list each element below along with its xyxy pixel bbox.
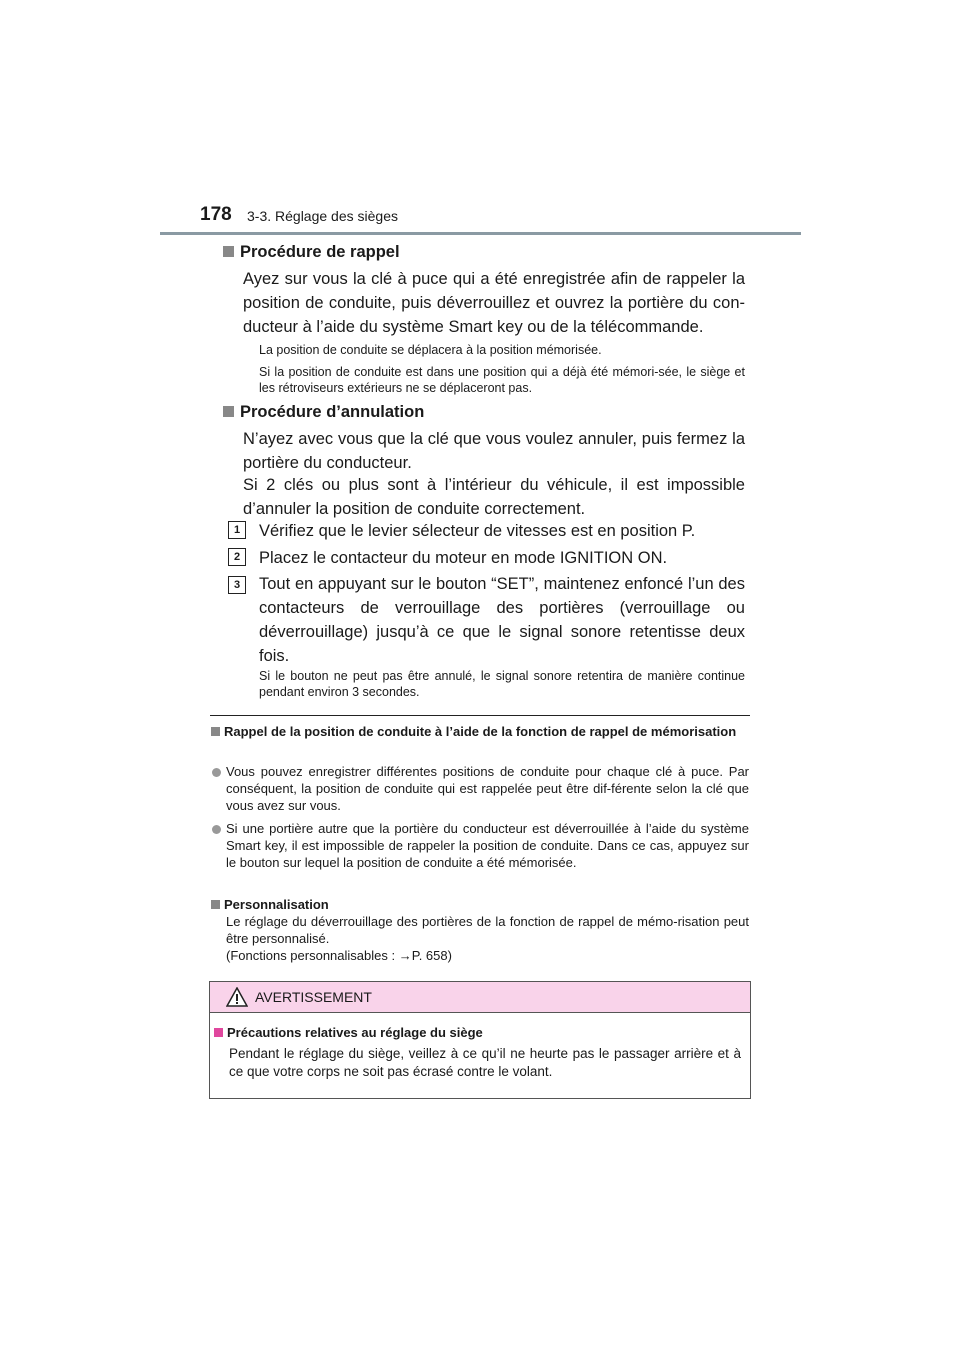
warning-header	[210, 982, 750, 1013]
memory-recall-bullet-1: Vous pouvez enregistrer différentes positions de conduite pour chaque clé à puce. Par conséquent, la position de conduite qui est rappelée peut être dif-férente selon la clé que vous avez sur vous.	[226, 764, 749, 813]
warning-heading-text: Précautions relatives au réglage du siège	[227, 1025, 483, 1040]
square-bullet-icon	[211, 727, 220, 736]
warning-body: Pendant le réglage du siège, veillez à ce qu’il ne heurte pas le passager arrière et à ce que votre corps ne soit pas écrasé contre le volant.	[229, 1046, 741, 1079]
step-number-1: 1	[228, 521, 246, 539]
warning-heading	[214, 1024, 744, 1041]
recall-heading-text: Procédure de rappel	[240, 243, 400, 261]
warning-box	[209, 981, 751, 1099]
step-number-2: 2	[228, 548, 246, 566]
recall-body: Ayez sur vous la clé à puce qui a été enregistrée afin de rappeler la position de conduite, puis déverrouillez et ouvrez la portière du con-ducteur à l’aide du système Smart key ou de la télécommande.	[243, 270, 745, 336]
circle-bullet-icon	[212, 825, 221, 834]
recall-note-2: Si la position de conduite est dans une position qui a déjà été mémori-sée, le siège et les rétroviseurs extérieurs ne se déplaceront pas.	[259, 365, 745, 395]
circle-bullet-icon	[212, 768, 221, 777]
cancel-note: Si le bouton ne peut pas être annulé, le signal sonore retentira de manière continue pendant environ 3 secondes.	[259, 669, 745, 699]
cancel-heading-text: Procédure d’annulation	[240, 403, 425, 421]
step-2-text: Placez le contacteur du moteur en mode IGNITION ON.	[259, 549, 668, 567]
cancel-body-1: N’ayez avec vous que la clé que vous voulez annuler, puis fermez la portière du conducteur.	[243, 430, 745, 472]
section-divider	[210, 715, 750, 716]
page-number: 178	[200, 204, 232, 225]
recall-heading	[223, 243, 400, 262]
personalization-body-2: (Fonctions personnalisables : →P. 658)	[226, 948, 452, 963]
square-bullet-icon	[223, 406, 234, 417]
warning-triangle-icon	[226, 987, 248, 1007]
personalization-heading-text: Personnalisation	[224, 897, 329, 912]
section-title: 3-3. Réglage des sièges	[247, 208, 398, 224]
step-number-3: 3	[228, 576, 246, 594]
square-bullet-icon	[211, 900, 220, 909]
header-rule	[160, 232, 801, 235]
cancel-body-2: Si 2 clés ou plus sont à l’intérieur du véhicule, il est impossible d’annuler la position de conduite correctement.	[243, 476, 745, 518]
square-bullet-icon	[214, 1028, 223, 1037]
personalization-heading	[211, 896, 329, 913]
memory-recall-bullet-2: Si une portière autre que la portière du conducteur est déverrouillée à l’aide du système Smart key, il est impossible de rappeler la position de conduite. Dans ce cas, appuyez sur le bouton sur lequel la position de conduite a été mémorisée.	[226, 821, 749, 870]
memory-recall-heading	[211, 723, 749, 740]
square-bullet-icon	[223, 246, 234, 257]
recall-note-1: La position de conduite se déplacera à la position mémorisée.	[259, 343, 602, 357]
warning-title: AVERTISSEMENT	[255, 989, 372, 1005]
step-1-text: Vérifiez que le levier sélecteur de vitesses est en position P.	[259, 522, 696, 540]
cancel-heading	[223, 403, 424, 422]
memory-recall-heading-text: Rappel de la position de conduite à l’aide de la fonction de rappel de mémorisation	[224, 724, 737, 739]
step-3-text: Tout en appuyant sur le bouton “SET”, maintenez enfoncé l’un des contacteurs de verrouillage des portières (verrouillage ou déverrouillage) jusqu’à ce que le signal sonore retentisse deux fois.	[259, 575, 745, 665]
personalization-body-1: Le réglage du déverrouillage des portières de la fonction de rappel de mémo-risation peut être personnalisé.	[226, 914, 749, 946]
